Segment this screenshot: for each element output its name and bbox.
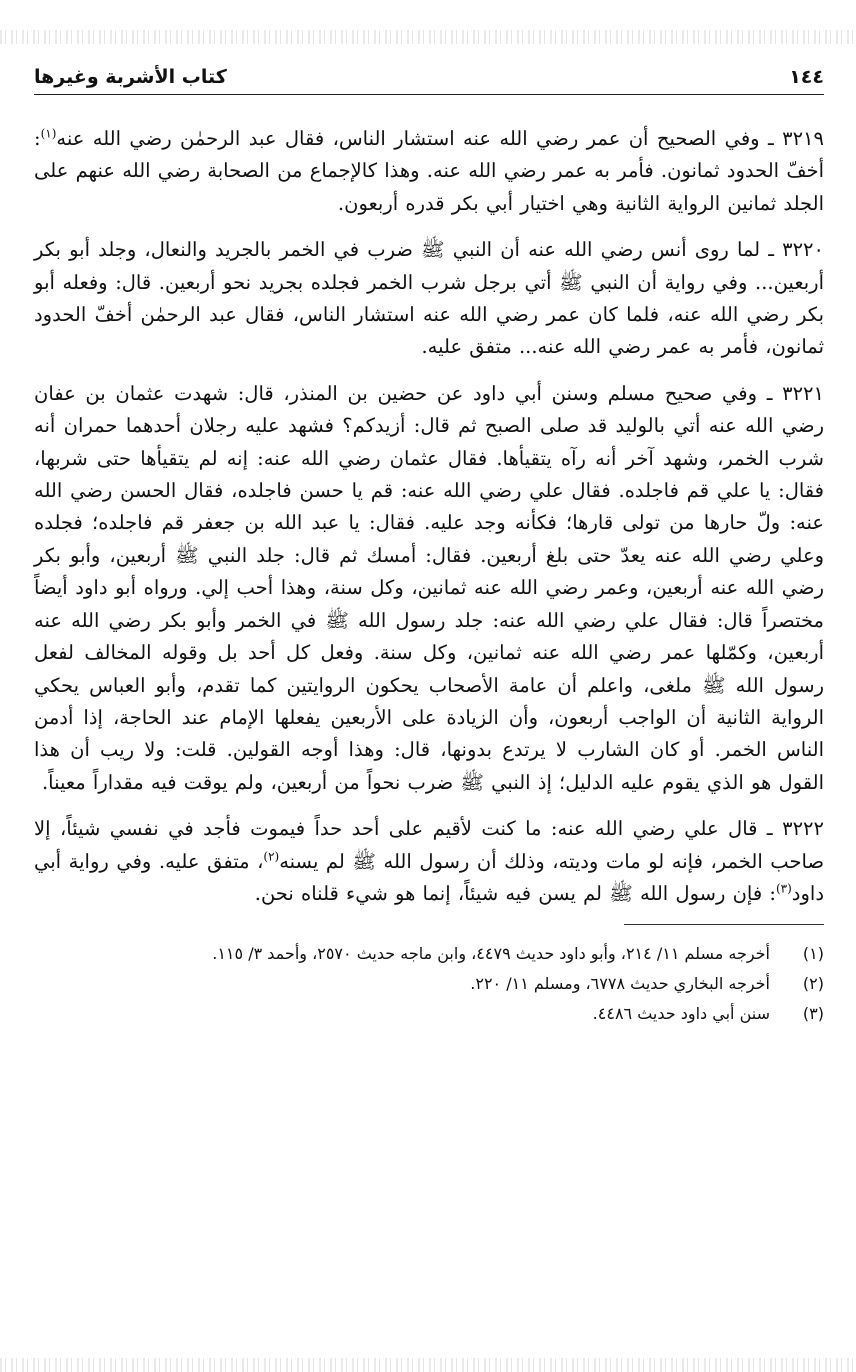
paragraph-text: ـ وفي الصحيح أن عمر رضي الله عنه استشار الناس، فقال عبد الرحمٰن رضي الله عنه	[56, 127, 774, 150]
footnote-text: أخرجه مسلم ١١/ ٢١٤، وأبو داود حديث ٤٤٧٩، وابن ماجه حديث ٢٥٧٠، وأحمد ٣/ ١١٥.	[212, 944, 770, 964]
footnote-text: أخرجه البخاري حديث ٦٧٧٨، ومسلم ١١/ ٢٢٠.	[470, 974, 770, 994]
paragraph-text: : أخفّ الحدود ثمانون. فأمر به عمر رضي الله عنه. وهذا كالإجماع من الصحابة رضي الله عنهم على الجلد ثمانين الرواية الثانية وهي اختيار أبي بكر قدره أربعون.	[34, 127, 824, 215]
paragraph-3219	[34, 123, 824, 220]
page-number: ١٤٤	[789, 66, 824, 88]
paragraph-text: ـ قال علي رضي الله عنه: ما كنت لأقيم على أحد حداً فيموت فأجد في نفسي شيئاً، إلا صاحب الخمر، فإنه لو مات وديته، وذلك أن رسول الله ﷺ لم يسنه	[34, 817, 824, 873]
footnote-marker: (١)	[802, 944, 824, 964]
paragraph-text: ـ وفي صحيح مسلم وسنن أبي داود عن حضين بن المنذر، قال: شهدت عثمان بن عفان رضي الله عنه أتي بالوليد قد صلى الصبح ثم قال: أزيدكم؟ فشهد عليه رجلان أحدهما حمران أنه شرب الخمر، وشهد آخر أنه رآه يتقيأها. فقال عثمان رضي الله عنه: إنه لم يتقيأها حتى شربها، فقال: يا علي قم فاجلده. فقال علي رضي الله عنه: قم يا حسن فاجلده، فقال الحسن رضي الله عنه: ولّ حارها من تولى قارها؛ فكأنه وجد عليه. فقال: يا عبد الله بن جعفر قم فاجلده؛ فجلده وعلي رضي الله عنه يعدّ حتى بلغ أربعين. فقال: أمسك ثم قال: جلد النبي ﷺ أربعين، وأبو بكر رضي الله عنه أربعين، وعمر رضي الله عنه ثمانين، وكل سنة، وهذا أحب إلي. ورواه أبو داود أيضاً مختصراً قال: فقال علي رضي الله عنه: جلد رسول الله ﷺ في الخمر وأبو بكر رضي الله عنه أربعين، وكمّلها عمر رضي الله عنه ثمانين، وكل سنة. وفعل كل أحد بل وقوله المخالف لفعل رسول الله ﷺ ملغى، واعلم أن عامة الأصحاب يحكون الروايتين كما تقدم، وأبو العباس يحكي الرواية الثانية أن الواجب أربعون، وأن الزيادة على الأربعين يفعلها الإمام عند الحاجة، إذا أدمن الناس الخمر. أو كان الشارب لا يرتدع بدونها، قال: وهذا أوجه القولين. قلت: ولا ريب أن هذا القول هو الذي يقوم عليه الدليل؛ إذ النبي ﷺ ضرب نحواً من أربعين، ولم يوقت فيه مقداراً معيناً.	[34, 381, 824, 794]
footnote-ref: (٢)	[263, 849, 280, 864]
footnote-marker: (٢)	[802, 974, 824, 994]
paragraph-3221	[34, 378, 824, 799]
hadith-number: ٣٢٢٢	[782, 817, 825, 841]
paragraph-text: ـ لما روى أنس رضي الله عنه أن النبي ﷺ ضرب في الخمر بالجريد والنعال، وجلد أبو بكر أربعين... وفي رواية أن النبي ﷺ أتي برجل شرب الخمر فجلده بجريد نحو أربعين. قال: وفعله أبو بكر رضي الله عنه، فلما كان عمر رضي الله عنه استشار الناس، فقال عبد الرحمٰن أخفّ الحدود ثمانون، فأمر به عمر رضي الله عنه... متفق عليه.	[34, 238, 824, 359]
paragraph-text: : فإن رسول الله ﷺ لم يسن فيه شيئاً، إنما هو شيء قلناه نحن.	[254, 881, 776, 905]
scan-noise-top	[0, 30, 856, 44]
footnote-ref: (٣)	[775, 881, 792, 896]
scan-noise-bottom	[0, 1358, 856, 1372]
paragraph-3222	[34, 813, 824, 910]
footnote-divider	[624, 924, 824, 925]
book-title: كتاب الأشربة وغيرها	[34, 66, 227, 88]
footnote-text: سنن أبي داود حديث ٤٤٨٦.	[592, 1004, 770, 1024]
book-page	[34, 66, 824, 1029]
paragraph-3220	[34, 234, 824, 364]
hadith-number: ٣٢٢١	[782, 381, 824, 405]
hadith-number: ٣٢٢٠	[782, 238, 824, 262]
hadith-number: ٣٢١٩	[782, 127, 824, 150]
page-header	[34, 66, 824, 95]
footnote-2	[34, 969, 824, 999]
paragraph-text: ، متفق عليه. وفي رواية أبي داود	[34, 849, 824, 905]
footnote-marker: (٣)	[802, 1004, 824, 1024]
footnote-ref: (١)	[40, 126, 57, 141]
page-body	[34, 123, 824, 1029]
footnote-3	[34, 999, 824, 1029]
footnotes	[34, 939, 824, 1029]
footnote-1	[34, 939, 824, 969]
